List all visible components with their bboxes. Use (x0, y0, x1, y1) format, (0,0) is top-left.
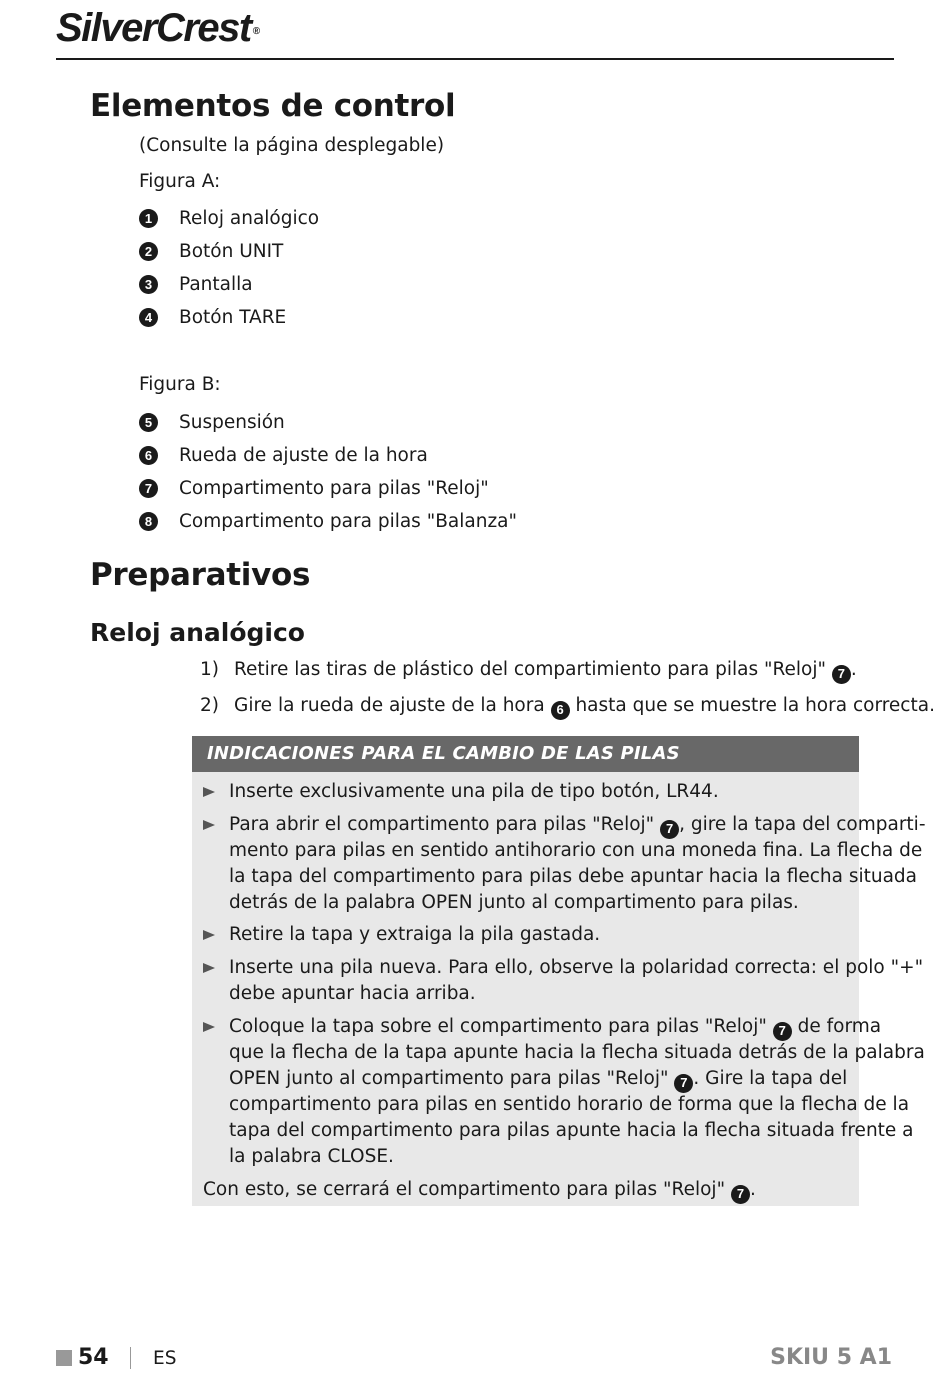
figure-b-item (139, 477, 489, 499)
arrow-bullet-icon (203, 820, 215, 830)
note-line: compartimento para pilas en sentido horario de forma que la flecha de la (229, 1094, 910, 1115)
note-line: que la flecha de la tapa apunte hacia la flecha situada detrás de la palabra (229, 1042, 925, 1063)
number-badge-icon: 6 (139, 446, 158, 465)
step-item (200, 695, 935, 720)
note-line: tapa del compartimento para pilas apunte hacia la flecha situada frente a (229, 1120, 914, 1141)
item-label: Compartimento para pilas "Balanza" (179, 510, 517, 532)
note-closing: Con esto, se cerrará el compartimento para pilas "Reloj" 7 . (203, 1179, 756, 1204)
arrow-bullet-icon (203, 963, 215, 973)
note-line: Para abrir el compartimento para pilas "Reloj" 7 , gire la tapa del comparti- (229, 814, 926, 839)
step-number: 1) (200, 659, 219, 680)
note-line: la palabra CLOSE. (229, 1146, 394, 1167)
prep-title: Preparativos (90, 557, 311, 593)
number-badge-icon: 3 (139, 275, 158, 294)
registered-mark: ® (252, 26, 261, 37)
arrow-bullet-icon (203, 1022, 215, 1032)
item-label: Reloj analógico (179, 207, 320, 229)
figure-a-item (139, 207, 319, 229)
item-label: Pantalla (179, 273, 253, 295)
note-line: Inserte una pila nueva. Para ello, observe la polaridad correcta: el polo "+" (229, 957, 924, 978)
item-label: Compartimento para pilas "Reloj" (179, 477, 489, 499)
brand-logo: SilverCrest ® (56, 6, 261, 50)
figure-b-label: Figura B: (139, 374, 221, 395)
controls-title: Elementos de control (90, 88, 456, 124)
number-badge-icon: 4 (139, 308, 158, 327)
item-label: Suspensión (179, 411, 285, 433)
figure-a-item (139, 240, 283, 262)
number-badge-icon: 7 (660, 820, 679, 839)
number-badge-icon: 7 (832, 665, 851, 684)
figure-b-item (139, 411, 285, 433)
note-line: mento para pilas en sentido antihorario con una moneda fina. La flecha de (229, 840, 923, 861)
figure-b-item (139, 444, 428, 466)
number-badge-icon: 5 (139, 413, 158, 432)
battery-note-box (192, 736, 926, 1206)
step-item (200, 659, 857, 684)
figure-a-item (139, 273, 253, 295)
header-rule (56, 58, 894, 60)
step-text: Gire la rueda de ajuste de la hora (234, 695, 551, 716)
language-code: ES (153, 1348, 177, 1369)
prep-subtitle: Reloj analógico (90, 618, 305, 647)
number-badge-icon: 1 (139, 209, 158, 228)
note-title: INDICACIONES PARA EL CAMBIO DE LAS PILAS (192, 736, 859, 772)
page-number: 54 (78, 1345, 109, 1370)
step-number: 2) (200, 695, 219, 716)
note-line: Retire la tapa y extraiga la pila gastada. (229, 924, 601, 945)
item-label: Botón UNIT (179, 240, 284, 262)
model-number: SKIU 5 A1 (770, 1345, 892, 1370)
controls-subtitle: (Consulte la página desplegable) (139, 135, 445, 156)
number-badge-icon: 7 (773, 1022, 792, 1041)
note-line: debe apuntar hacia arriba. (229, 983, 476, 1004)
figure-a-item (139, 306, 286, 328)
arrow-bullet-icon (203, 930, 215, 940)
footer-square-icon (56, 1350, 72, 1366)
item-label: Rueda de ajuste de la hora (179, 444, 428, 466)
footer-divider (130, 1347, 131, 1369)
figure-a-label: Figura A: (139, 171, 221, 192)
figure-b-item (139, 510, 517, 532)
number-badge-icon: 2 (139, 242, 158, 261)
note-line: la tapa del compartimento para pilas debe apuntar hacia la flecha situada (229, 866, 918, 887)
step-text: hasta que se muestre la hora correcta. (569, 695, 935, 716)
number-badge-icon: 7 (731, 1185, 750, 1204)
note-line: Coloque la tapa sobre el compartimento para pilas "Reloj" 7 de forma (229, 1016, 881, 1041)
note-line: detrás de la palabra OPEN junto al compartimento para pilas. (229, 892, 799, 913)
number-badge-icon: 8 (139, 512, 158, 531)
note-line: Inserte exclusivamente una pila de tipo botón, LR44. (229, 781, 719, 802)
number-badge-icon: 7 (139, 479, 158, 498)
step-text: Retire las tiras de plástico del compartimiento para pilas "Reloj" (234, 659, 832, 680)
note-line: OPEN junto al compartimento para pilas "Reloj" 7 . Gire la tapa del (229, 1068, 847, 1093)
step-text: . (850, 659, 857, 680)
number-badge-icon: 7 (674, 1074, 693, 1093)
item-label: Botón TARE (179, 306, 287, 328)
arrow-bullet-icon (203, 787, 215, 797)
number-badge-icon: 6 (551, 701, 570, 720)
